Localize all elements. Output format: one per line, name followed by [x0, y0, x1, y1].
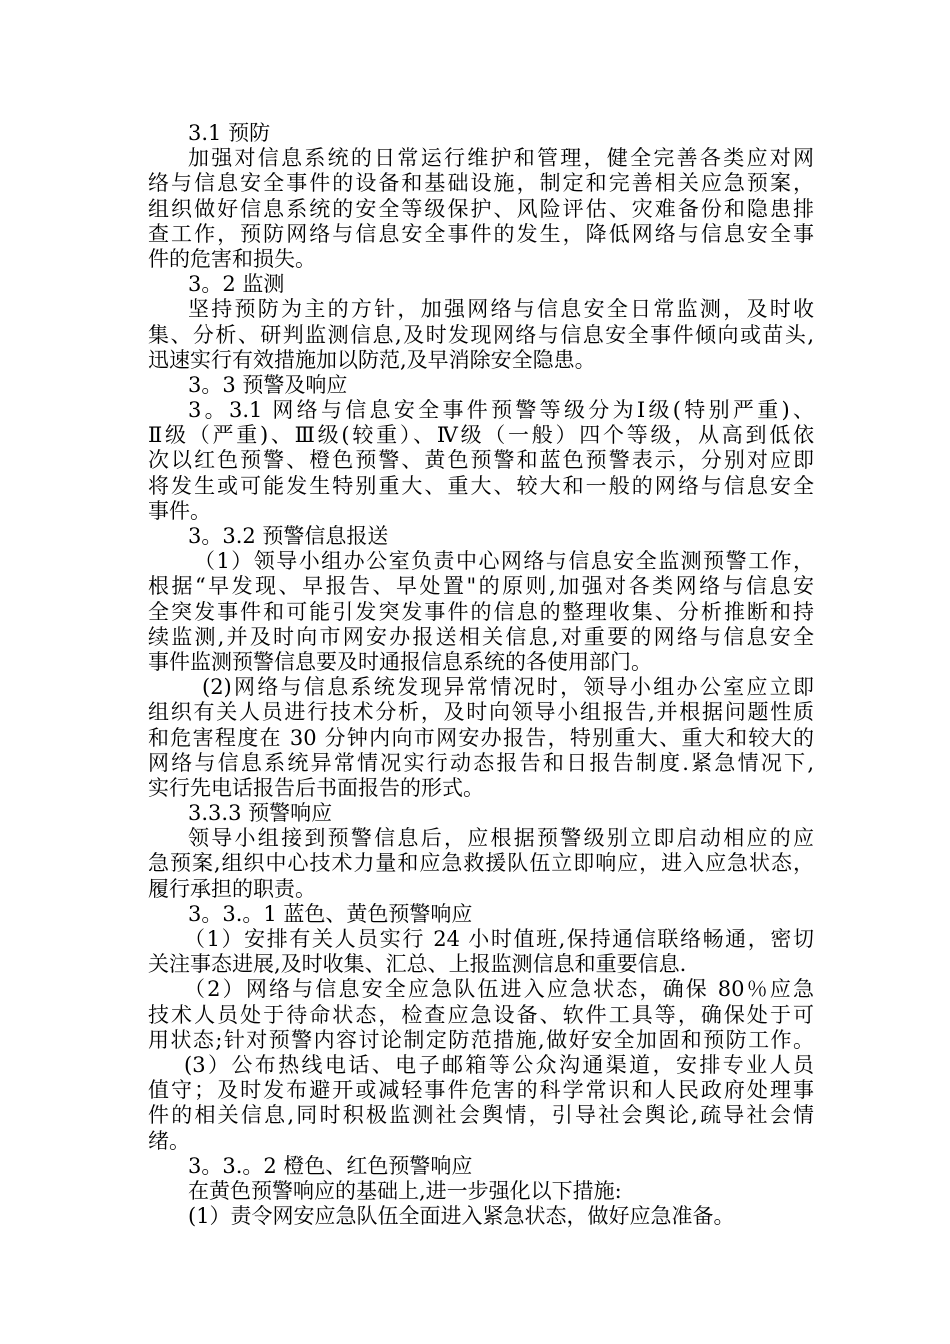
paragraph-line: 事件监测预警信息要及时通报信息系统的各使用部门。	[148, 649, 652, 674]
paragraph-line: 领导小组接到预警信息后，应根据预警级别立即启动相应的应	[188, 826, 814, 851]
paragraph-line: 次以红色预警、橙色预警、黄色预警和蓝色预警表示，分别对应即	[148, 448, 814, 473]
document-body	[148, 121, 814, 1229]
paragraph-line: 值守；及时发布避开或减轻事件危害的科学常识和人民政府处理事	[148, 1078, 814, 1103]
paragraph-line: 续监测,并及时向市网安办报送相关信息,对重要的网络与信息安全	[148, 624, 814, 649]
paragraph-line: 加强对信息系统的日常运行维护和管理，健全完善各类应对网	[188, 146, 814, 171]
paragraph-line: 坚持预防为主的方针，加强网络与信息安全日常监测，及时收	[188, 297, 814, 322]
section-heading-3-2: 3。2 监测	[188, 272, 285, 297]
paragraph-line: 履行承担的职责。	[148, 876, 316, 901]
paragraph-line: 和危害程度在 30 分钟内向市网安办报告，特别重大、重大和较大的	[148, 725, 814, 750]
paragraph-line: 急预案,组织中心技术力量和应急救援队伍立即响应，进入应急状态，	[148, 851, 814, 876]
paragraph-line: 网络与信息系统异常情况实行动态报告和日报告制度.紧急情况下,	[148, 750, 814, 775]
paragraph-line: 件的危害和损失。	[148, 246, 316, 271]
section-heading-3-3-3: 3.3.3 预警响应	[188, 801, 333, 826]
paragraph-line: （1）领导小组办公室负责中心网络与信息安全监测预警工作，	[194, 549, 814, 574]
section-heading-3-3-3-2: 3。3.。2 橙色、红色预警响应	[188, 1153, 473, 1178]
paragraph-line: (3）公布热线电话、电子邮箱等公众沟通渠道，安排专业人员	[184, 1052, 814, 1077]
section-heading-3-1: 3.1 预防	[188, 121, 271, 145]
paragraph-line: 络与信息安全事件的设备和基础设施，制定和完善相关应急预案，	[148, 171, 814, 196]
paragraph-line: 组织有关人员进行技术分析，及时向领导小组报告,并根据问题性质	[148, 700, 814, 725]
paragraph-line: 事件。	[148, 498, 211, 523]
paragraph-line: （2）网络与信息安全应急队伍进入应急状态，确保 80％应急	[184, 977, 814, 1002]
paragraph-line: 绪。	[148, 1128, 190, 1153]
paragraph-line: 集、分析、研判监测信息,及时发现网络与信息安全事件倾向或苗头,	[148, 322, 814, 347]
paragraph-line: (2)网络与信息系统发现异常情况时，领导小组办公室应立即	[202, 675, 814, 700]
paragraph-line: 技术人员处于待命状态，检查应急设备、软件工具等，确保处于可	[148, 1002, 814, 1027]
paragraph-line: Ⅱ级（严重)、Ⅲ级(较重）、Ⅳ级（一般）四个等级，从高到低依	[148, 423, 814, 448]
paragraph-line: 实行先电话报告后书面报告的形式。	[148, 775, 484, 800]
paragraph-line: 用状态;针对预警内容讨论制定防范措施,做好安全加固和预防工作。	[148, 1027, 814, 1052]
paragraph-line: (1）责令网安应急队伍全面进入紧急状态，做好应急准备。	[188, 1204, 735, 1229]
paragraph-line: 将发生或可能发生特别重大、重大、较大和一般的网络与信息安全	[148, 473, 814, 498]
paragraph-line: 关注事态进展,及时收集、汇总、上报监测信息和重要信息.	[148, 952, 687, 977]
paragraph-line: 3。3.1 网络与信息安全事件预警等级分为Ⅰ级(特别严重)、	[188, 398, 814, 423]
paragraph-line: 根据“早发现、早报告、早处置"的原则,加强对各类网络与信息安	[148, 574, 814, 599]
paragraph-line: 在黄色预警响应的基础上,进一步强化以下措施:	[188, 1178, 622, 1203]
paragraph-line: 全突发事件和可能引发突发事件的信息的整理收集、分析推断和持	[148, 599, 814, 624]
paragraph-line: 件的相关信息,同时积极监测社会舆情，引导社会舆论,疏导社会情	[148, 1103, 814, 1128]
section-heading-3-3-3-1: 3。3.。1 蓝色、黄色预警响应	[188, 901, 473, 926]
paragraph-line: 查工作，预防网络与信息安全事件的发生，降低网络与信息安全事	[148, 221, 814, 246]
paragraph-line: 组织做好信息系统的安全等级保护、风险评估、灾难备份和隐患排	[148, 196, 814, 221]
paragraph-line: 迅速实行有效措施加以防范,及早消除安全隐患。	[148, 347, 596, 372]
section-heading-3-3: 3。3 预警及响应	[188, 372, 348, 397]
paragraph-line: （1）安排有关人员实行 24 小时值班,保持通信联络畅通，密切	[184, 927, 814, 951]
section-heading-3-3-2: 3。3.2 预警信息报送	[188, 524, 389, 548]
